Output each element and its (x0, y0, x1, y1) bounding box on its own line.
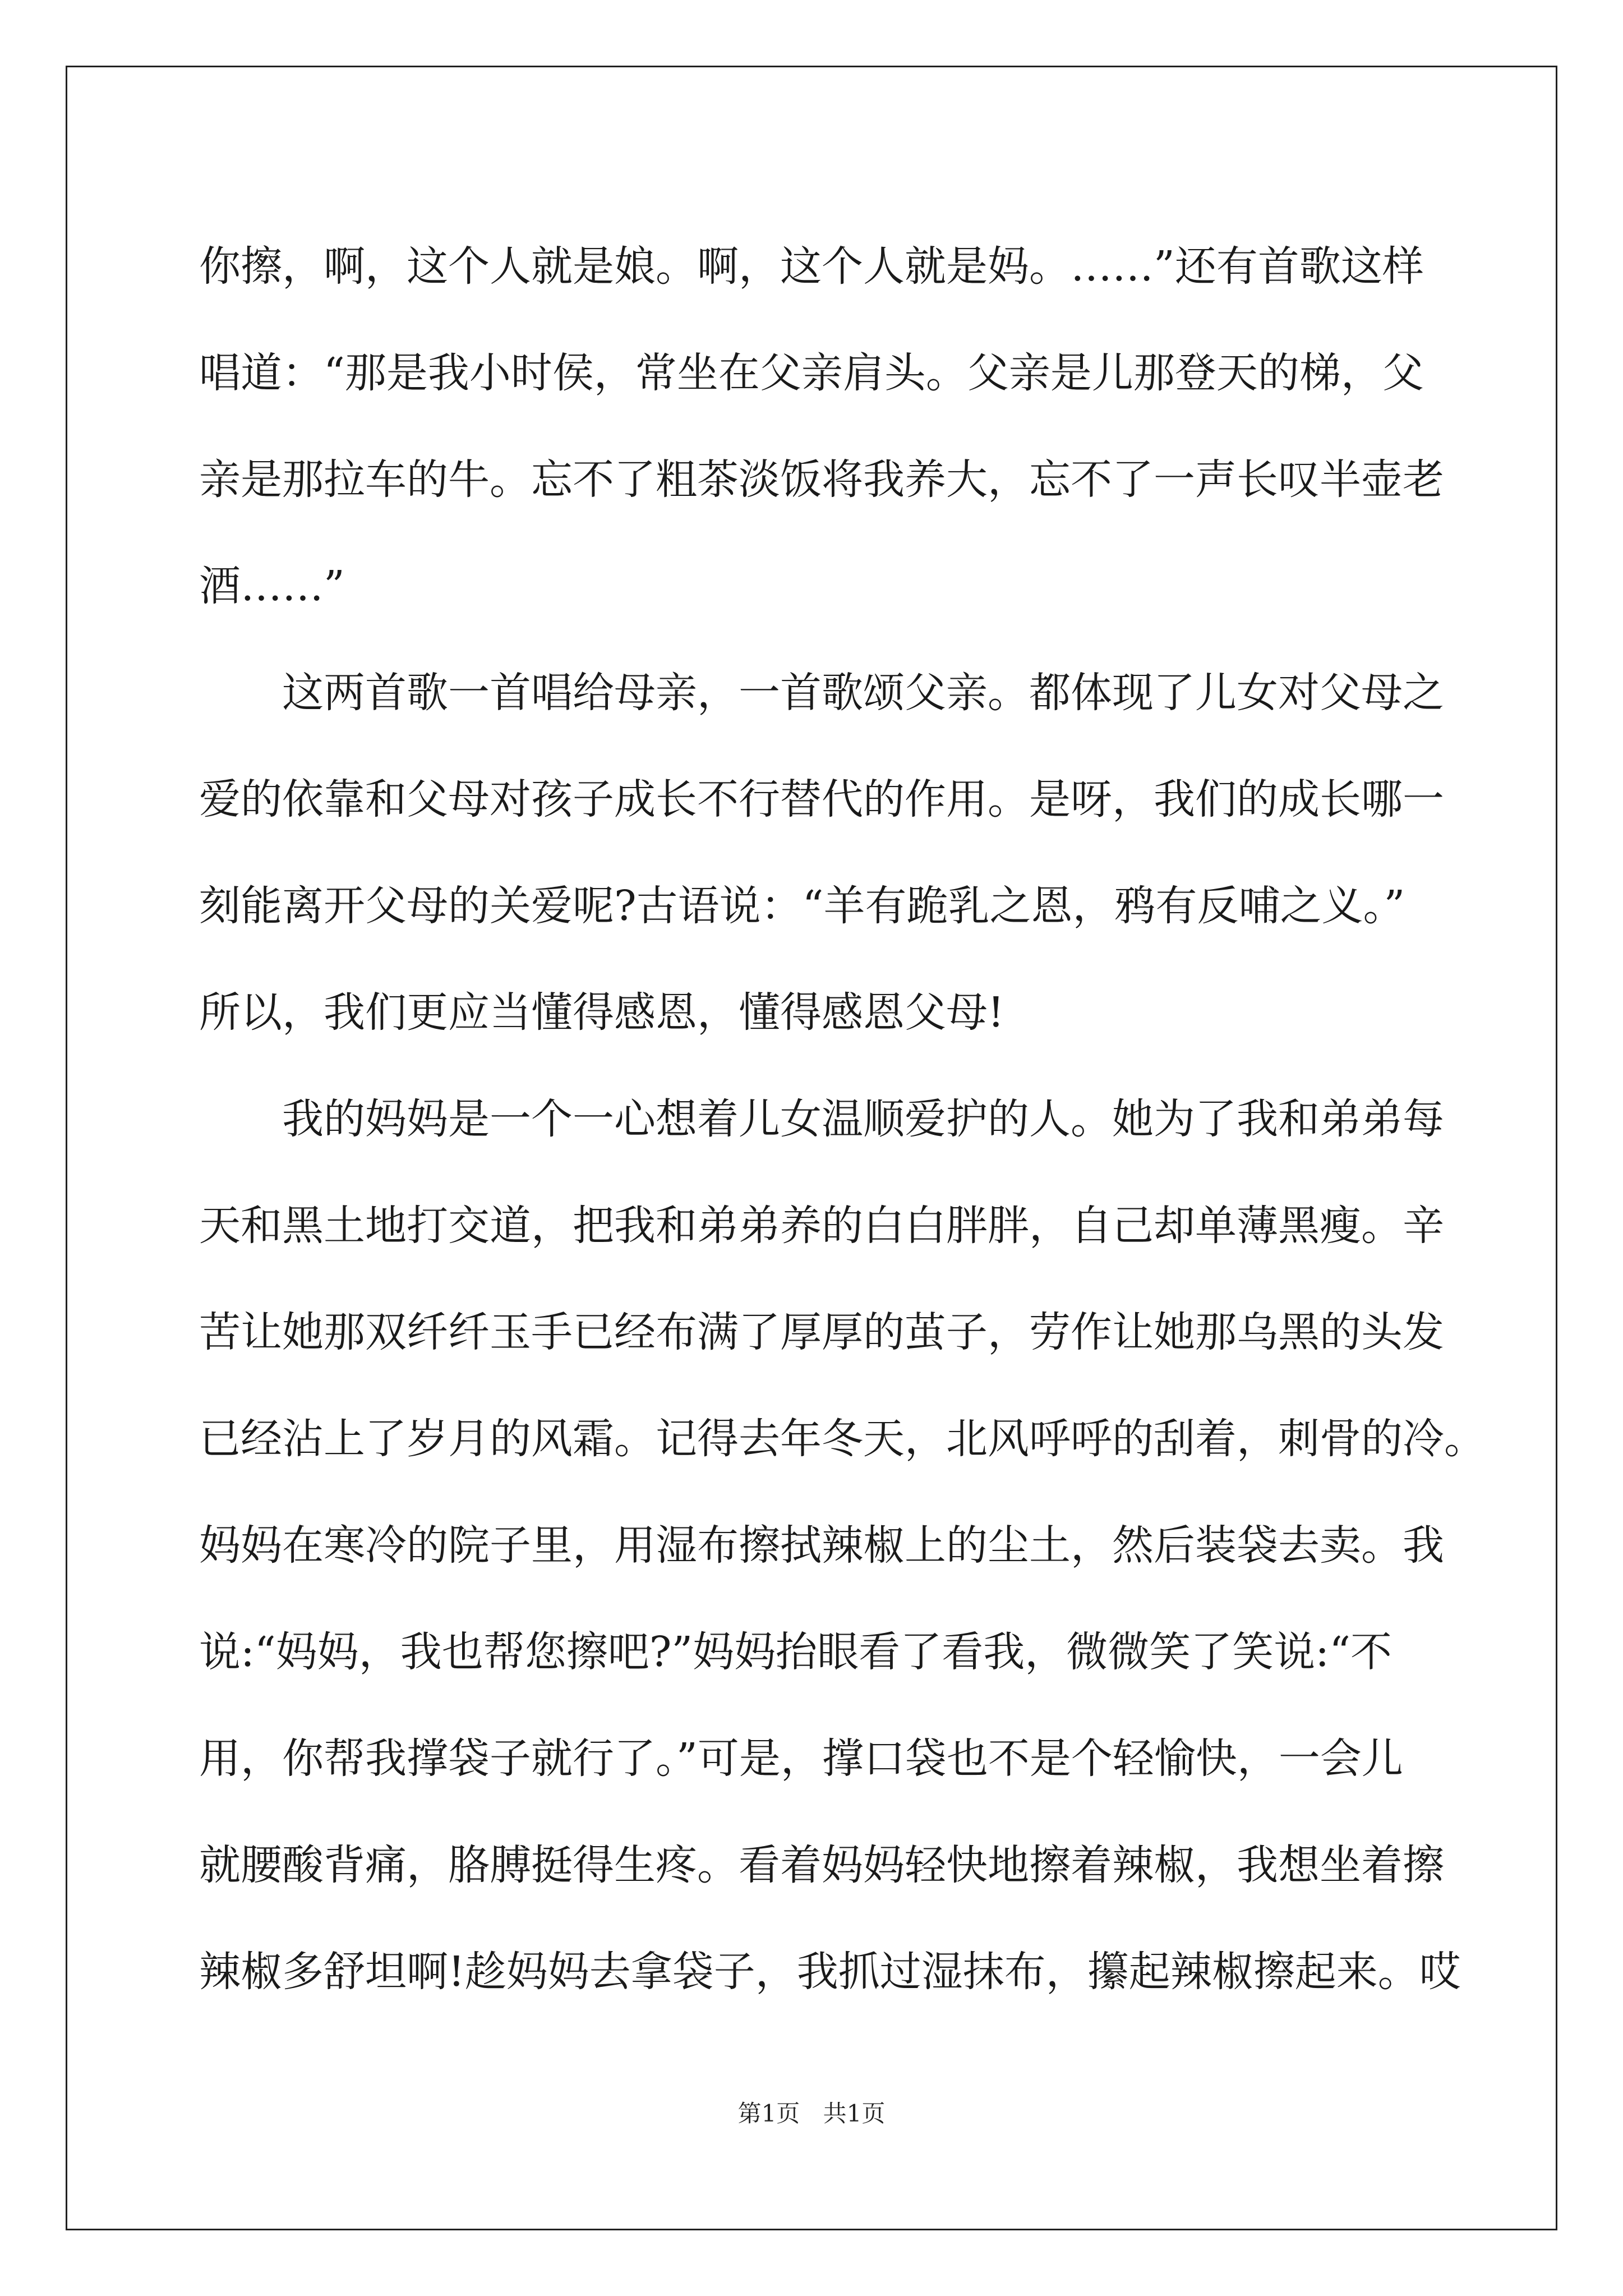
text-line-4: 酒……” (199, 562, 345, 610)
text-line-6: 爱的依靠和父母对孩子成长不行替代的作用。是呀，我们的成长哪一 (199, 775, 1444, 823)
page-footer (0, 2097, 1623, 2131)
text-line-3: 亲是那拉车的牛。忘不了粗茶淡饭将我养大，忘不了一声长叹半壶老 (199, 455, 1444, 504)
page-number-current: 第1页 (737, 2100, 800, 2127)
document-body (199, 213, 1486, 2025)
text-line-13: 妈妈在寒冷的院子里，用湿布擦拭辣椒上的尘土，然后装袋去卖。我 (199, 1521, 1444, 1570)
text-line-2: 唱道：“那是我小时侯，常坐在父亲肩头。父亲是儿那登天的梯，父 (199, 349, 1424, 397)
text-line-15: 用，你帮我撑袋子就行了。”可是，撑口袋也不是个轻愉快，一会儿 (199, 1734, 1403, 1783)
text-line-9: 我的妈妈是一个一心想着儿女温顺爱护的人。她为了我和弟弟每 (282, 1095, 1444, 1143)
text-line-14: 说:“妈妈，我也帮您擦吧?”妈妈抬眼看了看我，微微笑了笑说:“不 (199, 1628, 1393, 1676)
text-line-1: 你擦，啊，这个人就是娘。啊，这个人就是妈。……”还有首歌这样 (199, 242, 1424, 291)
text-line-16: 就腰酸背痛，胳膊挺得生疼。看着妈妈轻快地擦着辣椒，我想坐着擦 (199, 1841, 1444, 1889)
text-line-5: 这两首歌一首唱给母亲，一首歌颂父亲。都体现了儿女对父母之 (282, 669, 1444, 717)
text-line-17: 辣椒多舒坦啊!趁妈妈去拿袋子，我抓过湿抹布，攥起辣椒擦起来。哎 (199, 1948, 1461, 1996)
text-line-8: 所以，我们更应当懂得感恩，懂得感恩父母! (199, 988, 1004, 1037)
text-line-11: 苦让她那双纤纤玉手已经布满了厚厚的茧子，劳作让她那乌黑的头发 (199, 1308, 1444, 1356)
text-line-12: 已经沾上了岁月的风霜。记得去年冬天，北风呼呼的刮着，刺骨的冷。 (199, 1415, 1486, 1463)
text-line-10: 天和黑土地打交道，把我和弟弟养的白白胖胖，自己却单薄黑瘦。辛 (199, 1202, 1444, 1250)
text-line-7: 刻能离开父母的关爱呢?古语说：“羊有跪乳之恩，鸦有反哺之义。” (199, 882, 1405, 930)
page-number-total: 共1页 (823, 2100, 886, 2127)
